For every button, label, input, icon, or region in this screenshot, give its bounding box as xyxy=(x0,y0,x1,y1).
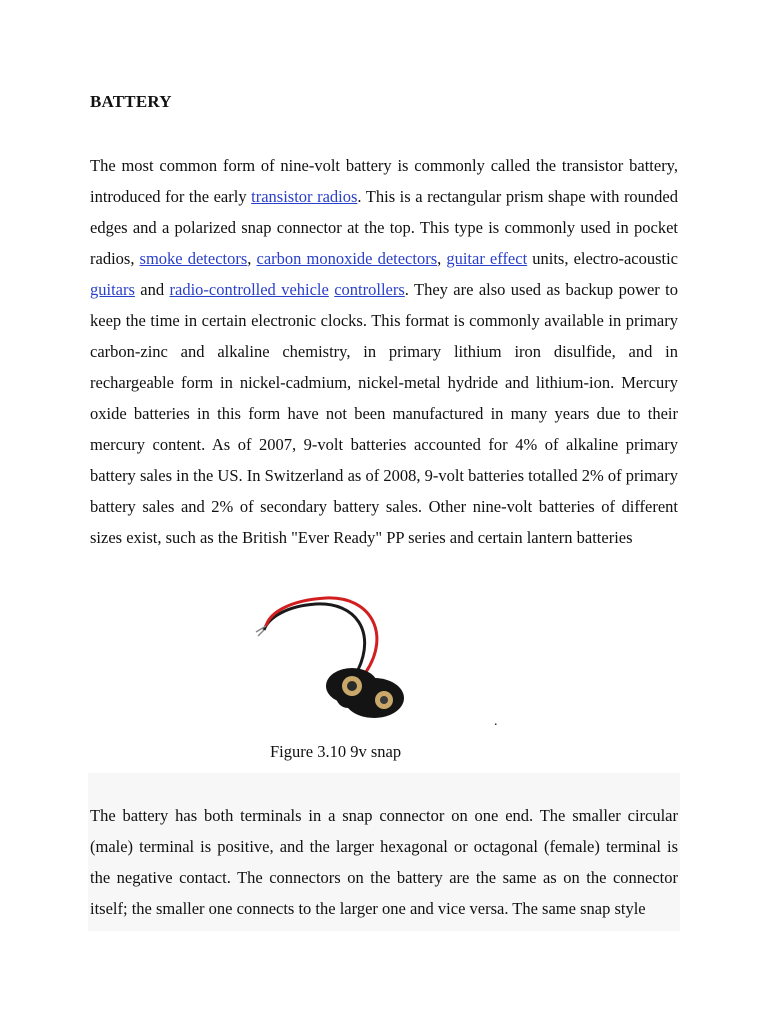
link-carbon-monoxide-detectors[interactable]: carbon monoxide detectors xyxy=(256,249,438,268)
link-controllers[interactable]: controllers xyxy=(334,280,405,299)
link-guitar-effect[interactable]: guitar effect xyxy=(446,249,528,268)
battery-snap-icon xyxy=(246,592,416,722)
figure-caption: Figure 3.10 9v snap xyxy=(270,742,402,761)
section-heading: BATTERY xyxy=(90,92,172,111)
link-smoke-detectors[interactable]: smoke detectors xyxy=(139,249,248,268)
text-run: . They are also used as backup power to keep the time in certain electronic clocks. This format is commonly available in primary carbon-zinc and alkaline chemistry, in primary lithium iron disulfide, and in rechargeable form in nickel-cadmium, nickel-metal hydride and lithium-ion. Mercury oxide batteries in this form have not been manufactured in many years due to their mercury content. As of 2007, 9-volt batteries accounted for 4% of alkaline primary battery sales in the US. In Switzerland as of 2008, 9-volt batteries totalled 2% of primary battery sales and 2% of secondary battery sales. Other nine-volt batteries of different sizes exist, such as the British "Ever Ready" PP series and certain lantern batteries xyxy=(90,280,679,547)
text-run: The most common form of nine-volt battery is commonly called the transistor battery, introduced for the early xyxy=(90,156,678,206)
link-guitars[interactable]: guitars xyxy=(90,280,135,299)
stray-dot: . xyxy=(494,714,498,729)
text-run: units, electro-acoustic xyxy=(527,249,679,268)
terminals-paragraph: The battery has both terminals in a snap connector on one end. The smaller circular (male) terminal is positive, and the larger hexagonal or octagonal (female) terminal is the negative contact. The connectors on the battery are the same as on the connector itself; the smaller one connects to the larger one and vice versa. The same snap style xyxy=(90,806,678,918)
battery-snap-figure xyxy=(246,592,416,722)
text-run: , xyxy=(247,249,257,268)
text-run: , xyxy=(437,249,447,268)
intro-paragraph xyxy=(90,150,678,553)
text-run: and xyxy=(134,280,170,299)
link-transistor-radios[interactable]: transistor radios xyxy=(251,187,358,206)
link-radio-controlled-vehicle[interactable]: radio-controlled vehicle xyxy=(169,280,329,299)
text-run: . This is a rectangular prism shape with rounded edges and a polarized snap connector at the top. This type is commonly used in pocket radios, xyxy=(90,187,679,268)
